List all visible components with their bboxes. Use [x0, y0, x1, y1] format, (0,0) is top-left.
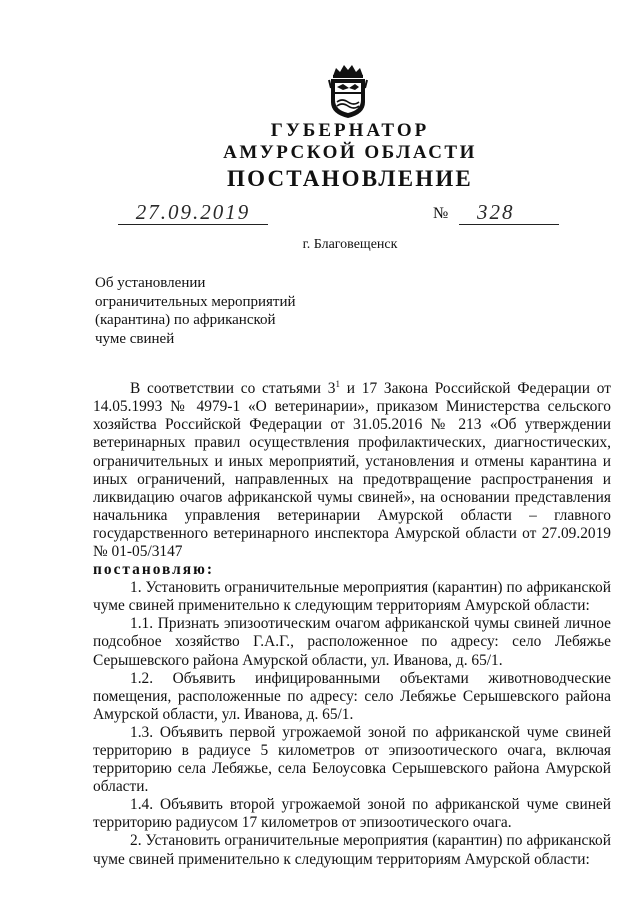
- article-superscript: 1: [335, 379, 340, 389]
- decree-word: постановляю:: [93, 561, 214, 579]
- document-body: [93, 375, 611, 869]
- coat-of-arms-icon: [325, 62, 371, 120]
- item-paragraph: 1.2. Объявить инфицированными объектами животноводческие помещения, расположенные по адресу: село Лебяжье Серышевского района Амурской области, ул. Иванова, д. 65/1.: [93, 669, 611, 723]
- subject-line: ограничительных мероприятий: [95, 293, 296, 310]
- document-subject: [95, 274, 296, 348]
- subject-line: чуме свиней: [95, 330, 175, 347]
- document-number: 328: [459, 200, 559, 225]
- document-type-title: ПОСТАНОВЛЕНИЕ: [227, 166, 473, 191]
- preamble-paragraph: [93, 375, 611, 561]
- preamble-text-start: В соответствии со статьями 3: [130, 380, 336, 398]
- item-paragraph: 1.1. Признать эпизоотическим очагом африканской чумы свиней личное подсобное хозяйство Г.А.Г., расположенное по адресу: село Лебяжье Серышевского района Амурской области, ул. Иванова, д. 65/1.: [93, 615, 611, 669]
- item-paragraph: 2. Установить ограничительные мероприятия (карантин) по африканской чуме свиней применительно к следующим территориям Амурской области:: [93, 832, 611, 868]
- item-paragraph: 1.4. Объявить второй угрожаемой зоной по африканской чуме свиней территорию радиусом 17 километров от эпизоотического очага.: [93, 796, 611, 832]
- item-paragraph: 1.3. Объявить первой угрожаемой зоной по африканской чуме свиней территорию в радиусе 5 километров от эпизоотического очага, включая территорию села Лебяжье, села Белоусовка Серышевского района Амурской области.: [93, 723, 611, 796]
- number-label: №: [433, 205, 449, 222]
- subject-line: Об установлении: [95, 275, 206, 291]
- city-name: г. Благовещенск: [302, 237, 398, 252]
- header-title-region: АМУРСКОЙ ОБЛАСТИ: [223, 142, 477, 163]
- item-paragraph: 1. Установить ограничительные мероприятия (карантин) по африканской чуме свиней применительно к следующим территориям Амурской области:: [93, 579, 611, 615]
- preamble-text-end: и 17 Закона Российской Федерации от 14.05.1993 № 4979-1 «О ветеринарии», приказом Министерства сельского хозяйства Российской Федерации от 31.05.2016 № 213 «Об утверждении ветеринарных правил осуществления профилактических, диагностических, ограничительных и иных мероприятий, установления и отмены карантина и иных ограничений, направленных на предотвращение распространения и ликвидацию очагов африканской чумы свиней», на основании представления начальника управления ветеринарии Амурской области – главного государственного ветеринарного инспектора Амурской области от 27.09.2019 № 01-05/3147: [93, 380, 611, 560]
- header-title-governor: ГУБЕРНАТОР: [270, 120, 430, 141]
- document-date: 27.09.2019: [118, 200, 268, 225]
- subject-line: (карантина) по африканской: [95, 312, 276, 328]
